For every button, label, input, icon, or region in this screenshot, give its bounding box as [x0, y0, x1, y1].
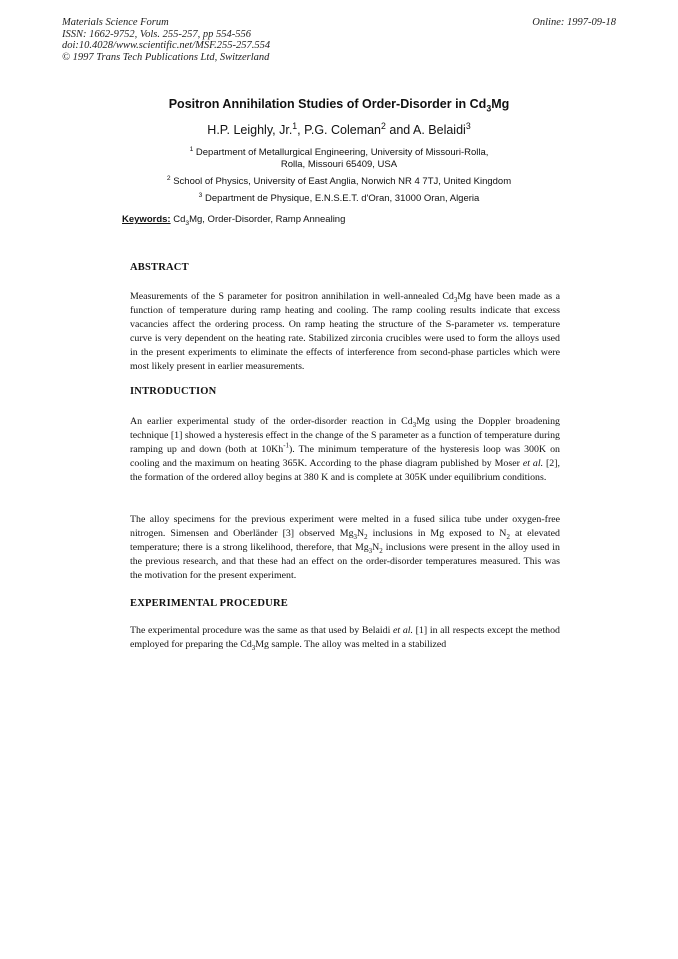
introduction-paragraph-2: The alloy specimens for the previous experiment were melted in a fused silica tube under oxygen-free nitrogen. Simensen and Oberländer [3] observed $Mg_3N_2$ inclusions in Mg exposed to $N_2$ at elevated temperature; there is a strong likelihood, therefore, that $Mg_3N_2$ inclusions were present in the alloy used in the previous research, and that these had an effect on the order-disorder temperatures measured. This was the motivation for the present experiment. [130, 514, 560, 582]
journal-header [62, 17, 270, 63]
experimental-paragraph: The experimental procedure was the same as that used by Belaidi et al. [1] in all respects except the method employed for preparing the $Cd_3Mg$ sample. The alloy was melted in a stabilized [130, 625, 560, 653]
abstract-heading: ABSTRACT [130, 262, 189, 273]
affiliation-1: $^1$ Department of Metallurgical Engineering, University of Missouri-Rolla, Rolla, Missouri 65409, USA [189, 145, 489, 170]
introduction-heading: INTRODUCTION [130, 386, 217, 397]
paper-title: Positron Annihilation Studies of Order-Disorder in $Cd_3Mg$ [168, 97, 510, 114]
abstract-paragraph: Measurements of the S parameter for positron annihilation in well-annealed $Cd_3Mg$ have been made as a function of temperature during ramp heating and cooling. The ramp cooling results indicate that excess vacancies affect the ordering process. On ramp heating the structure of the S-parameter vs. temperature curve is very dependent on the heating rate. Stabilized zirconia crucibles were used to form the alloys used in the present experiments to eliminate the effects of interference from second-phase particles which were most likely present in earlier measurements. [130, 291, 560, 373]
experimental-heading: EXPERIMENTAL PROCEDURE [130, 598, 288, 609]
copyright-line: © 1997 Trans Tech Publications Ltd, Switzerland [62, 51, 270, 63]
affiliation-2: $^2$ School of Physics, University of East Anglia, Norwich NR 4 7TJ, United Kingdom [166, 174, 512, 187]
introduction-paragraph-1: An earlier experimental study of the order-disorder reaction in $Cd_3Mg$ using the Doppler broadening technique [1] showed a hysteresis effect in the change of the S parameter as a function of temperature during ramping up and down (both at $10Kh^{-1}$). The minimum temperature of the hysteresis loop was 300K on cooling and the maximum on heating 365K. According to the phase diagram published by Moser et al. [2], the formation of the ordered alloy begins at 380 K and is complete at 305K under equilibrium conditions. [130, 416, 560, 484]
author-list: H.P. Leighly, Jr.$^1$, P.G. Coleman$^2$ and A. Belaidi$^3$ [207, 120, 471, 137]
affiliation-3: $^3$ Department de Physique, E.N.S.E.T. d'Oran, 31000 Oran, Algeria [198, 191, 480, 204]
issn-line: ISSN: 1662-9752, Vols. 255-257, pp 554-556 [62, 28, 251, 40]
online-date: Online: 1997-09-18 [532, 17, 616, 28]
journal-name: Materials Science Forum [62, 17, 169, 28]
doi-link[interactable]: doi:10.4028/www.scientific.net/MSF.255-257.554 [62, 40, 271, 52]
keywords: Keywords: $Cd_3Mg$, Order-Disorder, Ramp Annealing [122, 214, 346, 227]
keywords-label: Keywords: [122, 214, 171, 225]
